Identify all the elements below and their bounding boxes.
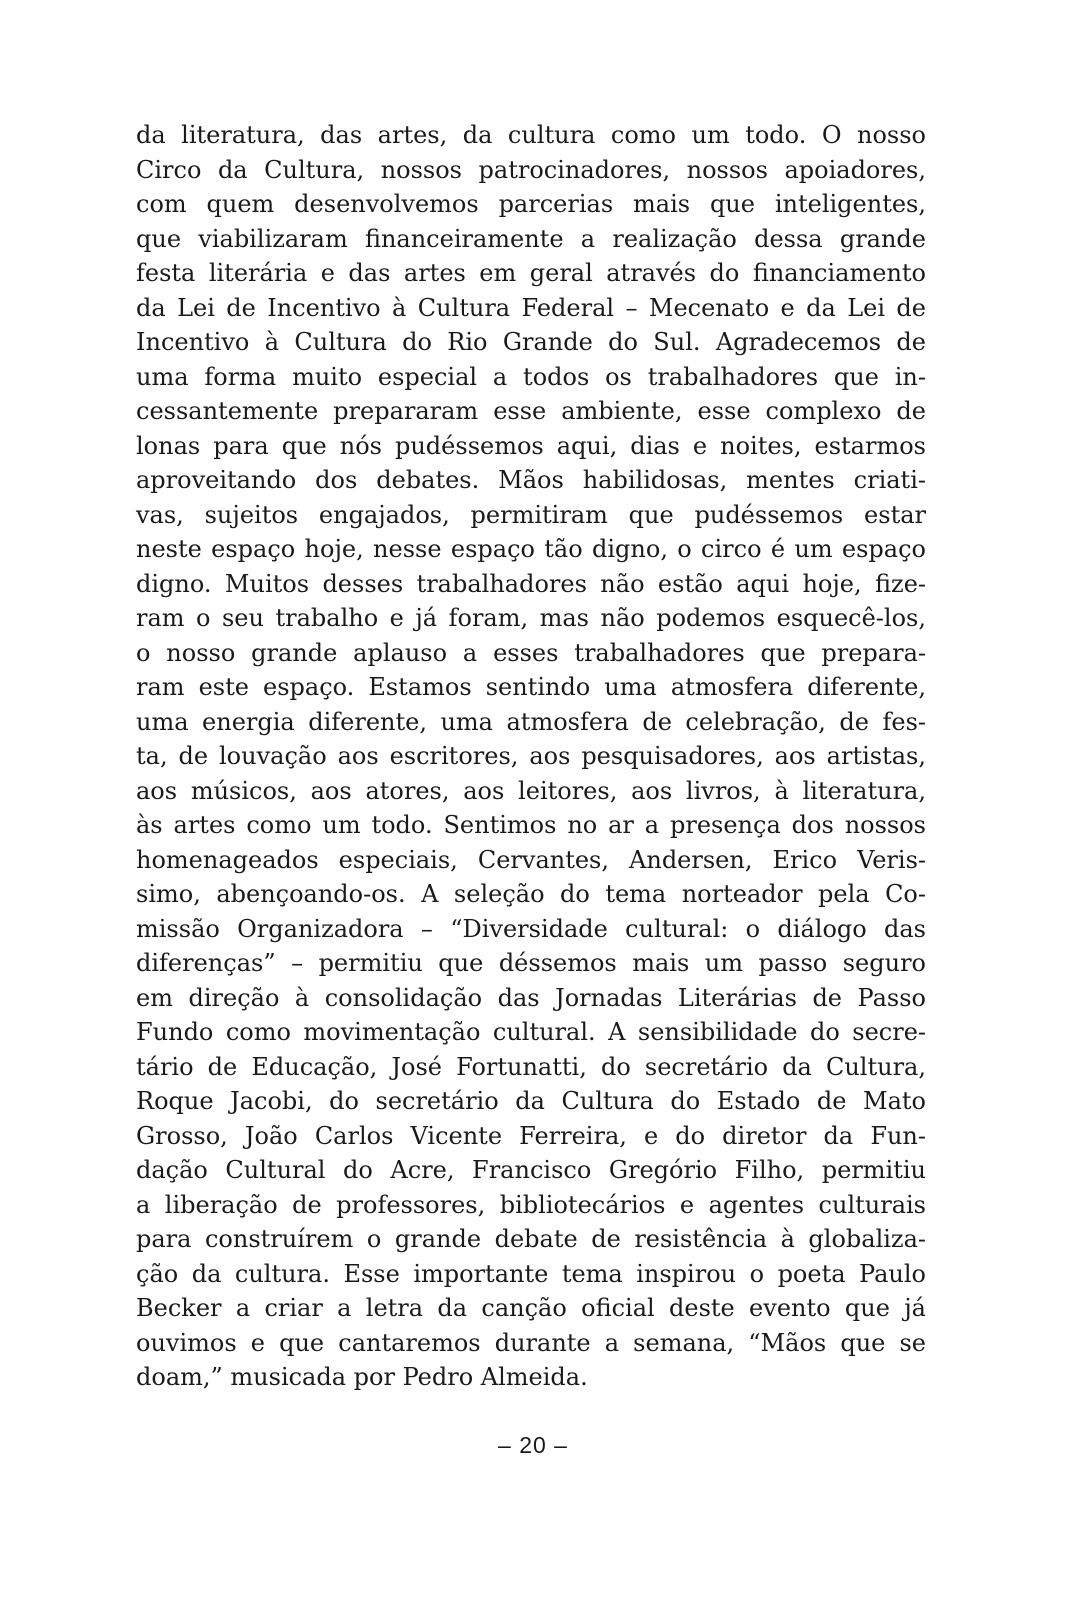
text-line: missão Organizadora – “Diversidade cultural: o diálogo das	[136, 914, 926, 943]
text-line: Becker a criar a letra da canção oficial deste evento que já	[136, 1294, 926, 1322]
page-number: – 20 –	[498, 1432, 568, 1458]
text-line: ção da cultura. Esse importante tema inspirou o poeta Paulo	[136, 1259, 926, 1288]
text-line: digno. Muitos desses trabalhadores não estão aqui hoje, fize-	[136, 569, 926, 598]
text-line: o nosso grande aplauso a esses trabalhadores que prepara-	[136, 638, 926, 667]
text-line: uma energia diferente, uma atmosfera de celebração, de fes-	[136, 707, 926, 736]
text-line: aos músicos, aos atores, aos leitores, aos livros, à literatura,	[136, 776, 926, 805]
text-line: diferenças” – permitiu que déssemos mais um passo seguro	[136, 949, 926, 977]
text-line: da literatura, das artes, da cultura como um todo. O nosso	[136, 121, 926, 149]
text-line: dação Cultural do Acre, Francisco Gregório Filho, permitiu	[136, 1156, 926, 1184]
text-line: homenageados especiais, Cervantes, Andersen, Erico Veris-	[136, 845, 926, 874]
text-line: ram o seu trabalho e já foram, mas não podemos esquecê-los,	[136, 604, 926, 632]
text-line: cessantemente prepararam esse ambiente, esse complexo de	[136, 397, 926, 425]
text-line: festa literária e das artes em geral através do financiamento	[136, 259, 926, 287]
text-line: ta, de louvação aos escritores, aos pesquisadores, aos artistas,	[136, 742, 926, 770]
text-line: tário de Educação, José Fortunatti, do secretário da Cultura,	[136, 1052, 926, 1081]
text-line: a liberação de professores, bibliotecários e agentes culturais	[136, 1190, 926, 1219]
text-line: com quem desenvolvemos parcerias mais que inteligentes,	[136, 190, 926, 218]
text-line: Roque Jacobi, do secretário da Cultura do Estado de Mato	[136, 1087, 926, 1115]
text-line: da Lei de Incentivo à Cultura Federal – Mecenato e da Lei de	[136, 293, 926, 322]
text-line: ouvimos e que cantaremos durante a semana, “Mãos que se	[136, 1328, 926, 1357]
text-line: em direção à consolidação das Jornadas Literárias de Passo	[136, 983, 926, 1012]
text-line: ram este espaço. Estamos sentindo uma atmosfera diferente,	[136, 673, 926, 701]
text-line: aproveitando dos debates. Mãos habilidosas, mentes criati-	[136, 466, 926, 494]
text-line: Circo da Cultura, nossos patrocinadores, nossos apoiadores,	[136, 155, 926, 184]
text-line: Fundo como movimentação cultural. A sensibilidade do secre-	[136, 1018, 926, 1046]
body-text	[136, 118, 926, 1395]
text-line: simo, abençoando-os. A seleção do tema norteador pela Co-	[136, 880, 926, 908]
text-line: lonas para que nós pudéssemos aqui, dias e noites, estarmos	[136, 431, 926, 460]
text-line: neste espaço hoje, nesse espaço tão digno, o circo é um espaço	[136, 535, 926, 563]
text-line: que viabilizaram financeiramente a realização dessa grande	[136, 224, 926, 253]
text-line: Grosso, João Carlos Vicente Ferreira, e do diretor da Fun-	[136, 1121, 926, 1150]
text-line: para construírem o grande debate de resistência à globaliza-	[136, 1225, 926, 1253]
text-line: Incentivo à Cultura do Rio Grande do Sul. Agradecemos de	[136, 328, 926, 356]
text-line: às artes como um todo. Sentimos no ar a presença dos nossos	[136, 811, 926, 839]
text-line: doam,” musicada por Pedro Almeida.	[136, 1363, 588, 1391]
text-line: vas, sujeitos engajados, permitiram que pudéssemos estar	[136, 500, 926, 529]
text-line: uma forma muito especial a todos os trabalhadores que in-	[136, 362, 926, 391]
